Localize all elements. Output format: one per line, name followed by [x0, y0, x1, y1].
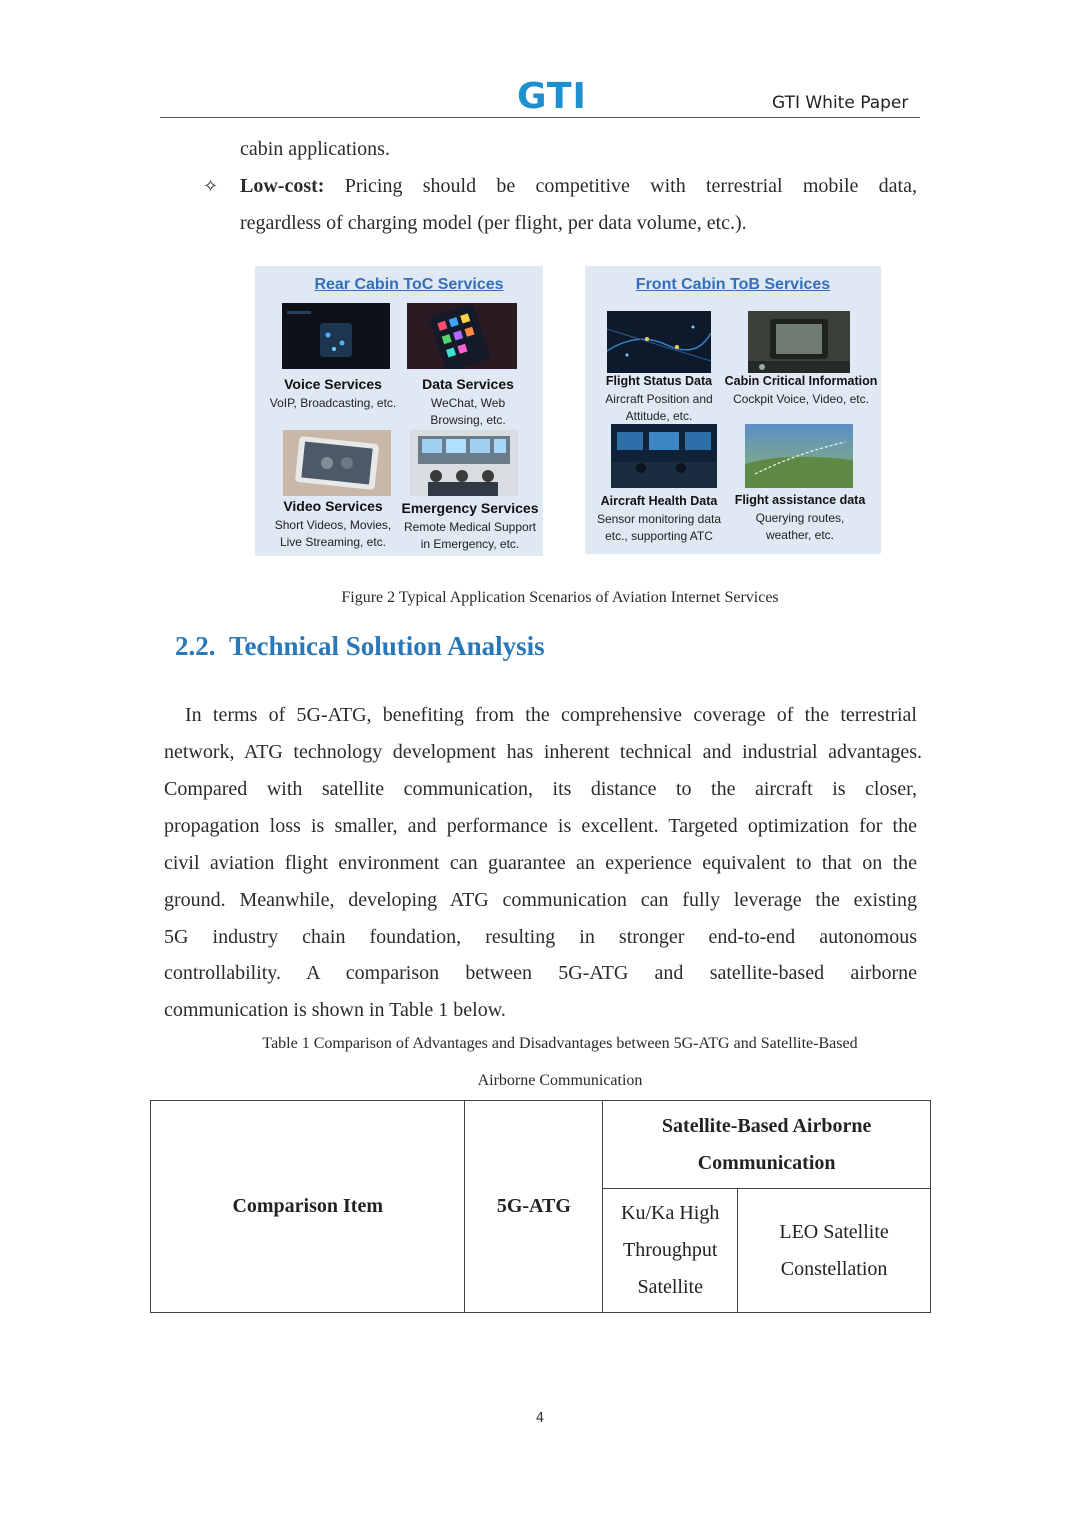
paragraph-line: network, ATG technology development has inherent technical and industrial advantages.: [164, 741, 922, 763]
emergency-services-name: Emergency Services: [401, 500, 539, 516]
aircraft-health-desc: Sensor monitoring data etc., supporting ATC: [596, 512, 722, 543]
flight-status-name: Flight Status Data: [605, 374, 713, 388]
front-cabin-title: Front Cabin ToB Services: [635, 276, 831, 293]
flight-status-image: [607, 311, 711, 373]
front-cabin-panel: [585, 266, 881, 554]
cabin-critical-desc: Cockpit Voice, Video, etc.: [733, 392, 869, 406]
video-services-desc: Short Videos, Movies, Live Streaming, etc.: [274, 518, 392, 549]
page-number: 4: [535, 1411, 545, 1426]
comparison-table: [150, 1100, 931, 1313]
table-caption-line-1: Table 1 Comparison of Advantages and Disadvantages between 5G-ATG and Satellite-Based: [262, 1035, 858, 1052]
flight-assistance-name: Flight assistance data: [734, 493, 866, 507]
section-heading: [175, 631, 545, 662]
emergency-services-desc: Remote Medical Support in Emergency, etc.: [403, 520, 537, 551]
header-satellite-airborne: Satellite-Based Airborne Communication: [603, 1101, 931, 1189]
paragraph-line: Compared with satellite communication, its distance to the aircraft is closer,: [164, 778, 917, 800]
gti-logo: GTI: [517, 76, 587, 117]
flight-status-desc: Aircraft Position and Attitude, etc.: [605, 392, 713, 423]
video-services-name: Video Services: [283, 498, 383, 514]
paragraph-line: communication is shown in Table 1 below.: [164, 999, 506, 1021]
paragraph-line: civil aviation flight environment can guarantee an experience equivalent to that on the: [164, 852, 917, 874]
bullet-line-1: [240, 168, 917, 205]
rear-cabin-title: Rear Cabin ToC Services: [314, 276, 504, 293]
intro-continuation: cabin applications.: [240, 138, 390, 160]
header-5g-atg: 5G-ATG: [465, 1101, 603, 1313]
bullet-diamond-icon: ✧: [203, 176, 219, 197]
voice-services-image: [282, 303, 390, 369]
header-rule: [160, 117, 920, 118]
section-title: Technical Solution Analysis: [229, 631, 545, 661]
paragraph-line: controllability. A comparison between 5G-ATG and satellite-based airborne: [164, 962, 917, 984]
paragraph-line: propagation loss is smaller, and performance is excellent. Targeted optimization for the: [164, 815, 917, 837]
voice-services-name: Voice Services: [284, 376, 382, 392]
cabin-critical-name: Cabin Critical Information: [724, 374, 878, 388]
bullet-text: Pricing should be competitive with terrestrial mobile data,: [344, 175, 917, 197]
voice-services-desc: VoIP, Broadcasting, etc.: [269, 396, 397, 410]
header-comparison-item: Comparison Item: [151, 1101, 465, 1313]
subheader-leo-constellation: LEO Satellite Constellation: [738, 1189, 931, 1313]
aircraft-health-name: Aircraft Health Data: [600, 494, 718, 508]
video-services-image: [283, 430, 391, 496]
paragraph-line: ground. Meanwhile, developing ATG communication can fully leverage the existing: [164, 889, 917, 911]
table-caption-line-2: Airborne Communication: [477, 1072, 643, 1089]
data-services-image: [407, 303, 517, 369]
cabin-critical-image: [748, 311, 850, 373]
data-services-desc: WeChat, Web Browsing, etc.: [430, 396, 506, 427]
header-title: GTI White Paper: [772, 93, 909, 113]
flight-assistance-image: [745, 424, 853, 488]
flight-assistance-desc: Querying routes, weather, etc.: [755, 511, 845, 542]
paragraph-line: 5G industry chain foundation, resulting in stronger end-to-end autonomous: [164, 926, 917, 948]
section-number: 2.2.: [175, 631, 216, 661]
emergency-services-image: [410, 430, 518, 496]
rear-cabin-panel: [255, 266, 543, 556]
paragraph-line: In terms of 5G-ATG, benefiting from the comprehensive coverage of the terrestrial: [185, 704, 917, 726]
bullet-term: Low-cost:: [240, 175, 325, 197]
data-services-name: Data Services: [422, 376, 514, 392]
bullet-line-2: regardless of charging model (per flight, per data volume, etc.).: [240, 212, 747, 234]
subheader-kuka-hts: Ku/Ka High Throughput Satellite: [603, 1189, 738, 1313]
aircraft-health-image: [611, 424, 717, 488]
figure-caption: Figure 2 Typical Application Scenarios of Aviation Internet Services: [341, 589, 779, 606]
